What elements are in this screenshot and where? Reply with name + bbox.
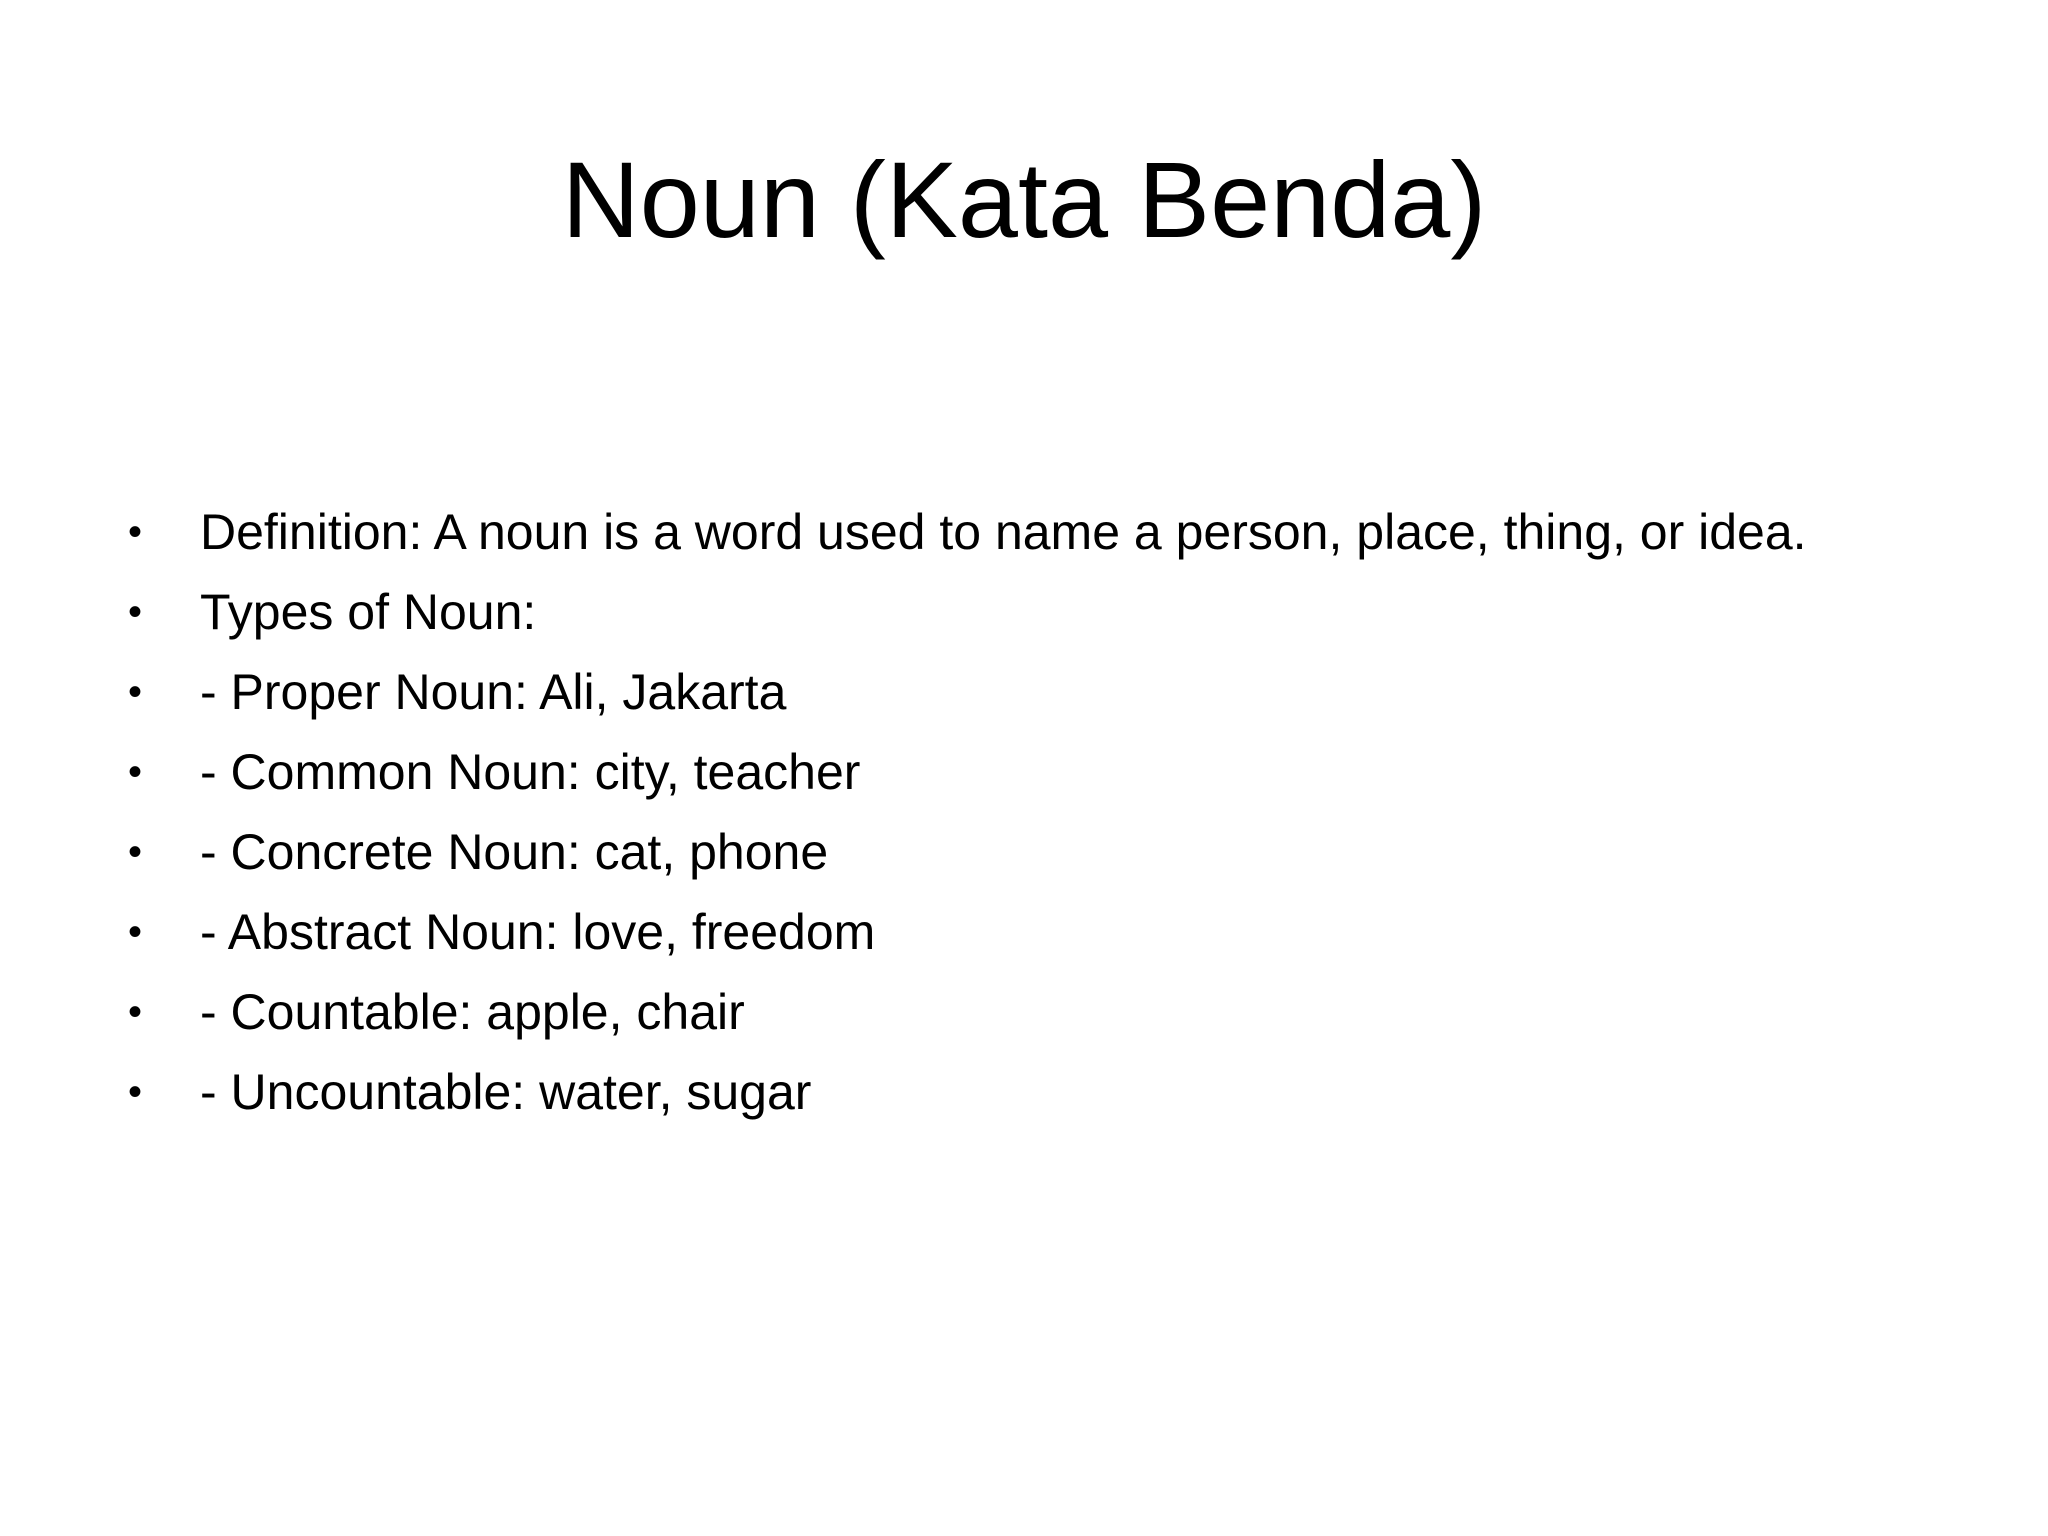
bullet-icon: • xyxy=(127,590,142,634)
bullet-icon: • xyxy=(127,750,142,794)
bullet-text-countable: - Countable: apple, chair xyxy=(200,984,745,1040)
list-item xyxy=(120,972,1980,1052)
list-item xyxy=(120,492,1980,572)
list-item xyxy=(120,572,1980,652)
bullet-icon: • xyxy=(127,990,142,1034)
bullet-icon: • xyxy=(127,510,142,554)
bullet-text-abstract-noun: - Abstract Noun: love, freedom xyxy=(200,904,876,960)
bullet-icon: • xyxy=(127,910,142,954)
list-item xyxy=(120,652,1980,732)
slide-title: Noun (Kata Benda) xyxy=(561,139,1487,260)
bullet-text-concrete-noun: - Concrete Noun: cat, phone xyxy=(200,824,829,880)
bullet-text-proper-noun: - Proper Noun: Ali, Jakarta xyxy=(200,664,787,720)
list-item xyxy=(120,812,1980,892)
list-item xyxy=(120,1052,1980,1132)
bullet-text-common-noun: - Common Noun: city, teacher xyxy=(200,744,861,800)
bullet-list xyxy=(120,492,1980,1132)
list-item xyxy=(120,732,1980,812)
bullet-icon: • xyxy=(127,1070,142,1114)
list-item xyxy=(120,892,1980,972)
bullet-icon: • xyxy=(127,830,142,874)
bullet-text-uncountable: - Uncountable: water, sugar xyxy=(200,1064,812,1120)
bullet-icon: • xyxy=(127,670,142,714)
bullet-text-definition: Definition: A noun is a word used to name a person, place, thing, or idea. xyxy=(200,504,1807,560)
bullet-text-types: Types of Noun: xyxy=(200,584,537,640)
